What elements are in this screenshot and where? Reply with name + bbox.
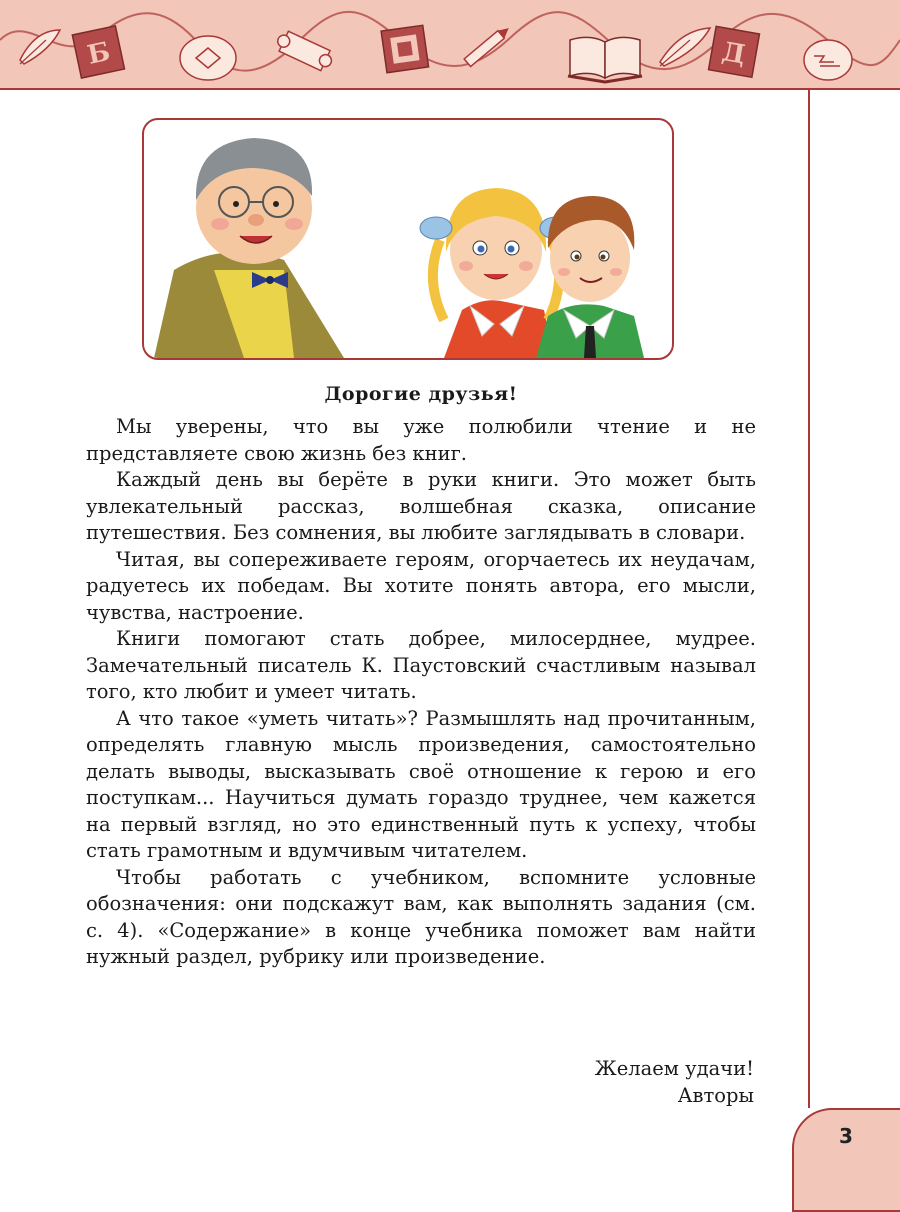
paragraph: А что такое «уметь читать»? Размышлять над прочитанным, определять главную мысль произведения, самостоятельно делать выводы, высказывать своё отношение к герою и его поступкам... Научиться думать гораздо труднее, чем кажется на первый взгляд, но это единственный путь к успеху, чтобы стать грамотным и вдумчивым читателем.: [86, 706, 756, 862]
margin-rule: [808, 88, 810, 1108]
cloud-sign-icon: [804, 40, 852, 80]
letter-body: [86, 414, 756, 971]
letter-heading: Дорогие друзья!: [324, 383, 518, 405]
quill-icon: [20, 30, 60, 64]
teacher-figure: [154, 138, 344, 358]
paragraph: Читая, вы сопереживаете героям, огорчаетесь их неудачам, радуетесь их победам. Вы хотите понять автора, его мысли, чувства, настроение.: [86, 547, 756, 624]
pencil-icon: [464, 24, 512, 66]
svg-text:Д: Д: [719, 37, 748, 71]
boy-figure: [536, 196, 644, 358]
paragraph: Чтобы работать с учебником, вспомните условные обозначения: они подскажут вам, как выполнять задания (см. с. 4). «Содержание» в конце учебника поможет вам найти нужный раздел, рубрику или произведение.: [86, 865, 756, 968]
letter-card-icon: [709, 26, 760, 77]
letter-card-icon: [72, 26, 124, 78]
header-band: [0, 0, 900, 90]
signature: Авторы: [677, 1084, 754, 1107]
paragraph: Книги помогают стать добрее, милосерднее, мудрее. Замечательный писатель К. Паустовский счастливым называл того, кто любит и умеет читать.: [86, 627, 756, 703]
cloud-sign-icon: [180, 36, 236, 80]
illustration: [142, 118, 674, 360]
open-book-icon: [568, 37, 642, 82]
signoff: [595, 1055, 754, 1109]
picture-card-icon: [381, 25, 428, 72]
svg-text:Б: Б: [84, 36, 113, 71]
closing-line: Желаем удачи!: [594, 1057, 754, 1080]
paragraph: Каждый день вы берёте в руки книги. Это может быть увлекательный рассказ, волшебная сказка, описание путешествия. Без сомнения, вы любите заглядывать в словари.: [86, 468, 756, 544]
quill-icon: [660, 28, 710, 66]
paragraph: Мы уверены, что вы уже полюбили чтение и не представляете свою жизнь без книг.: [86, 415, 756, 465]
header-ornament: [0, 0, 900, 88]
page-number: 3: [839, 1124, 853, 1148]
